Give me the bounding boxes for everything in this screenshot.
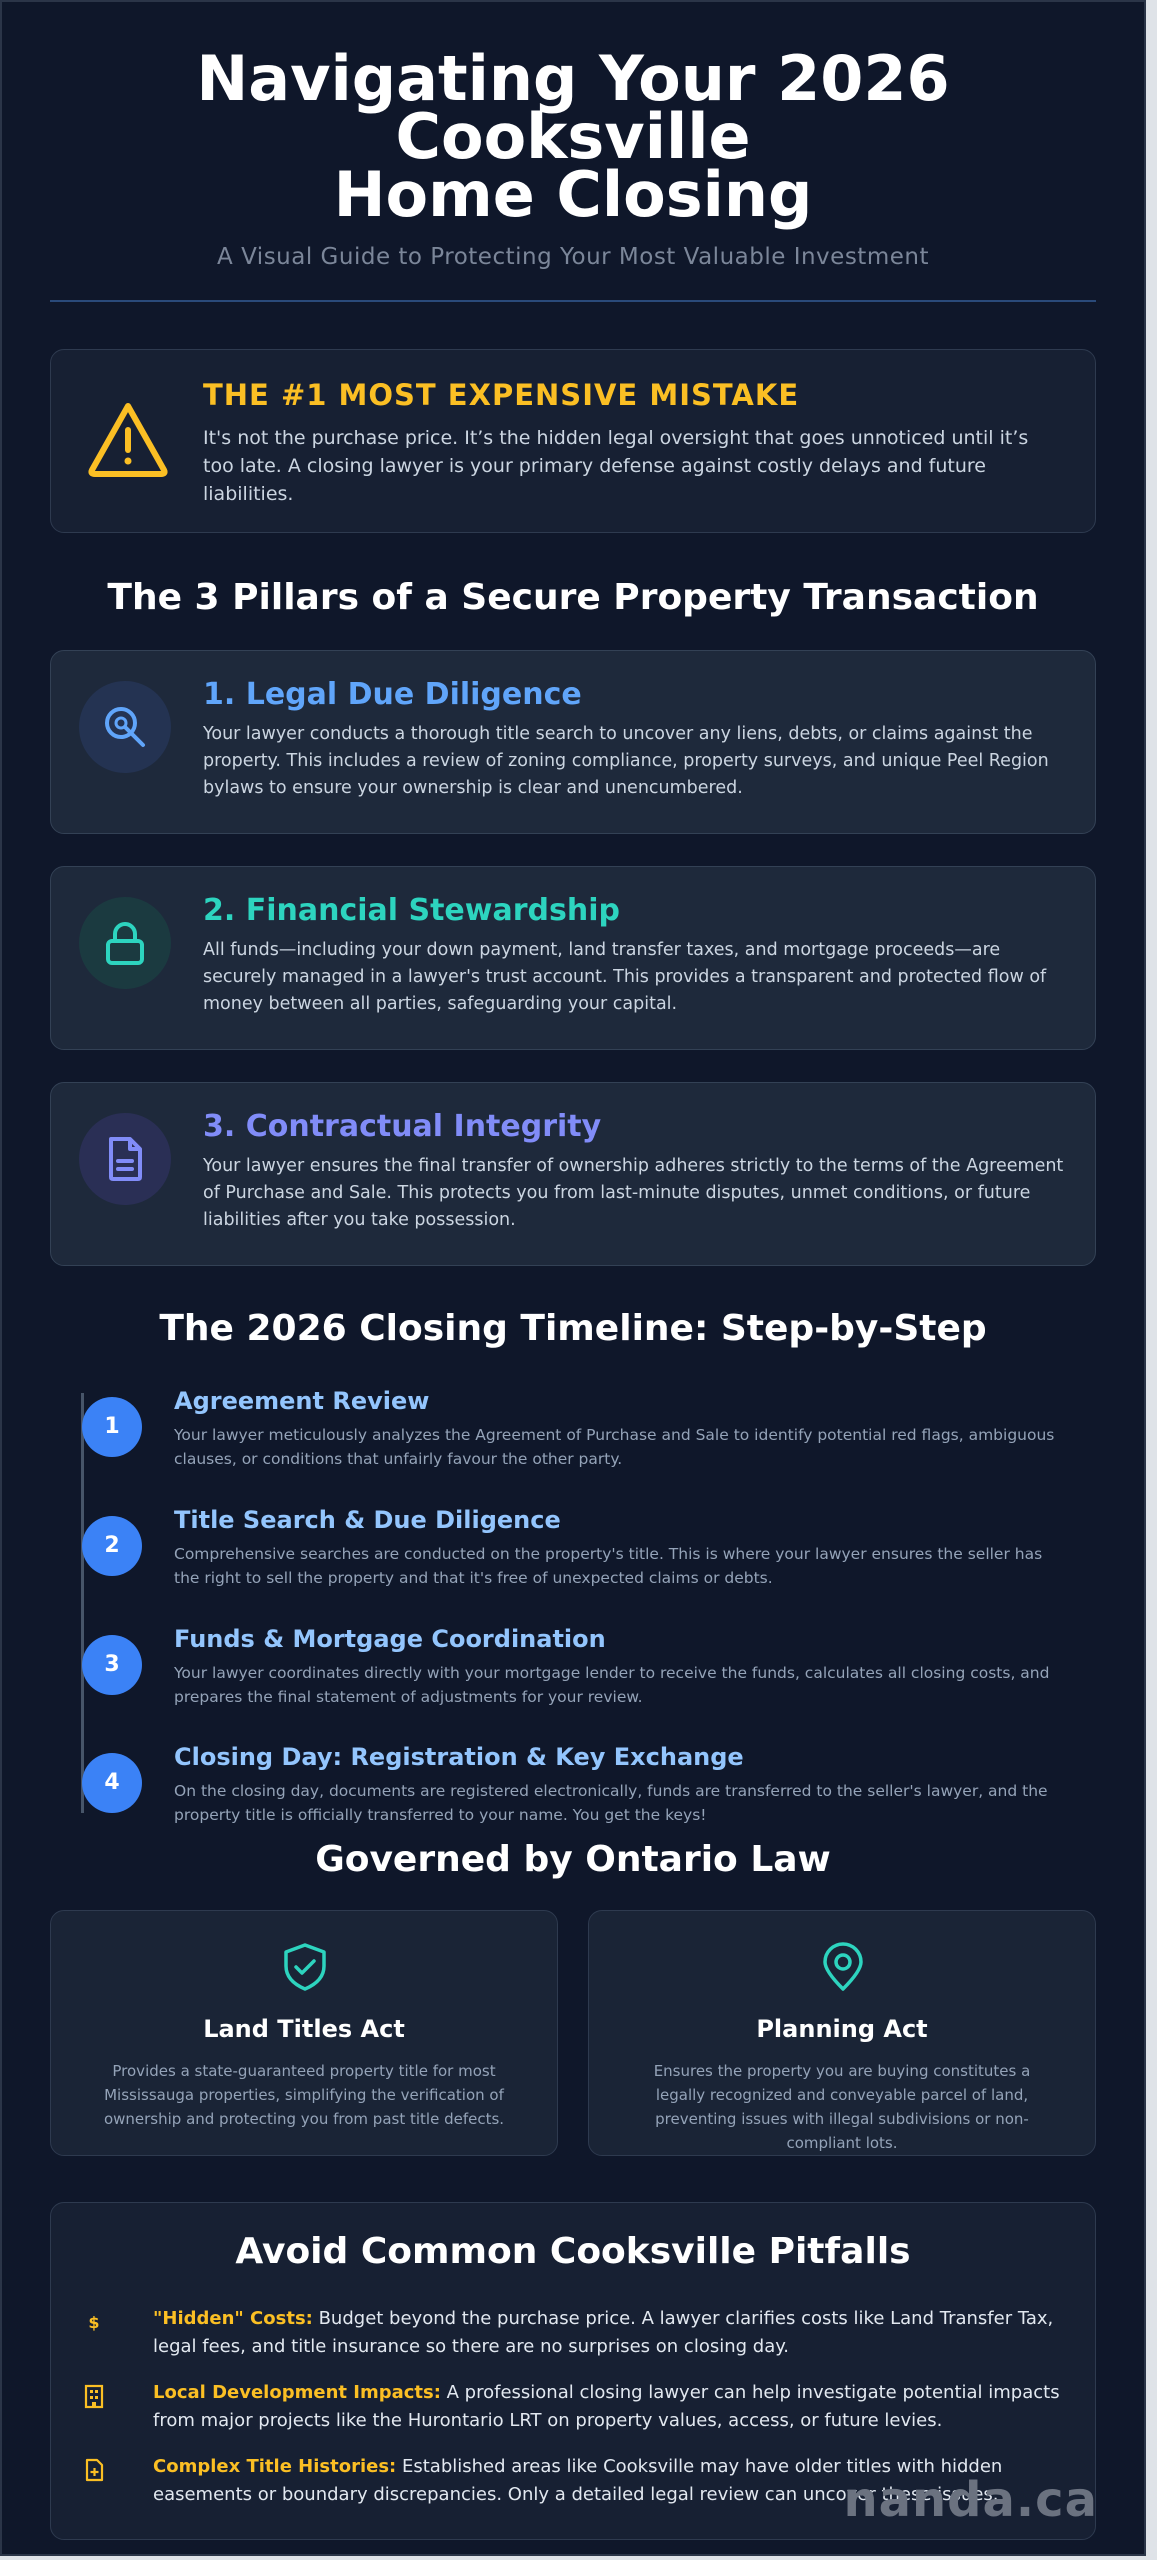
pillar-title: 2. Financial Stewardship bbox=[203, 893, 620, 928]
timeline-line bbox=[81, 1393, 84, 1813]
pillar-text: Your lawyer ensures the final transfer of ownership adheres strictly to the terms of the Agreement of Purchase and Sale. This protects you from last-minute disputes, unmet conditions, or future liabilities after you take possession. bbox=[203, 1156, 1064, 1230]
step-title: Funds & Mortgage Coordination bbox=[174, 1625, 606, 1653]
shield-check-icon bbox=[279, 1941, 331, 1993]
pillar-icon-circle bbox=[79, 1113, 171, 1205]
page-subtitle: A Visual Guide to Protecting Your Most Valuable Investment bbox=[217, 244, 929, 270]
pillar-text: All funds—including your down payment, land transfer taxes, and mortgage proceeds—are securely managed in a lawyer's trust account. This provides a transparent and protected flow of money between all parties, safeguarding your capital. bbox=[203, 940, 1047, 1014]
document-icon bbox=[101, 1135, 149, 1183]
step-text: Your lawyer meticulously analyzes the Agreement of Purchase and Sale to identify potential red flags, ambiguous clauses, or conditions that unfairly favour the other party. bbox=[174, 1426, 1055, 1468]
step-text: Comprehensive searches are conducted on the property's title. This is where your lawyer ensures the seller has the right to sell the property and that it's free of unexpected claims or debts. bbox=[174, 1545, 1043, 1587]
pitfall-body: Budget beyond the purchase price. A lawyer clarifies costs like Land Transfer Tax, legal fees, and title insurance so there are no surprises on closing day. bbox=[153, 2308, 1054, 2357]
step-title: Title Search & Due Diligence bbox=[174, 1506, 561, 1534]
law-card-land-titles bbox=[50, 1910, 558, 2156]
mistake-callout bbox=[50, 349, 1096, 533]
pitfall-body: A professional closing lawyer can help investigate potential impacts from major projects like the Hurontario LRT on property values, access, or future levies. bbox=[153, 2382, 1060, 2431]
pitfall-body: Established areas like Cooksville may have older titles with hidden easements or boundary discrepancies. Only a detailed legal review can uncover these issues. bbox=[153, 2456, 1003, 2505]
building-icon bbox=[81, 2383, 107, 2409]
law-title: Planning Act bbox=[756, 2015, 928, 2043]
dollar-icon bbox=[81, 2309, 107, 2335]
pillar-title: 1. Legal Due Diligence bbox=[203, 677, 582, 712]
header-divider bbox=[50, 300, 1096, 302]
pitfall-text bbox=[153, 2305, 1065, 2361]
pitfall-text bbox=[153, 2379, 1065, 2435]
pitfall-label: "Hidden" Costs: bbox=[153, 2308, 313, 2329]
step-number-badge: 3 bbox=[82, 1635, 142, 1695]
pillar-icon-circle bbox=[79, 897, 171, 989]
mistake-text: It's not the purchase price. It’s the hidden legal oversight that goes unnoticed until it’s too late. A closing lawyer is your primary defense against costly delays and future liabilities. bbox=[203, 427, 1029, 505]
pillar-card-financial bbox=[50, 866, 1096, 1050]
law-cards bbox=[50, 1910, 1096, 2156]
law-text: Provides a state-guaranteed property title for most Mississauga properties, simplifying the verification of ownership and protecting you from past title defects. bbox=[103, 2062, 505, 2128]
pillar-title: 3. Contractual Integrity bbox=[203, 1109, 602, 1144]
law-card-planning bbox=[588, 1910, 1096, 2156]
pillar-icon-circle bbox=[79, 681, 171, 773]
law-text: Ensures the property you are buying constitutes a legally recognized and conveyable parcel of land, preventing issues with illegal subdivisions or non-compliant lots. bbox=[653, 2062, 1031, 2152]
step-number-badge: 1 bbox=[82, 1397, 142, 1457]
magnifier-icon bbox=[101, 703, 149, 751]
step-title: Closing Day: Registration & Key Exchange bbox=[174, 1743, 744, 1771]
law-heading: Governed by Ontario Law bbox=[315, 1839, 831, 1880]
file-plus-icon bbox=[81, 2457, 107, 2483]
closing-timeline bbox=[50, 1387, 1096, 1824]
step-number-badge: 4 bbox=[82, 1753, 142, 1813]
pitfall-label: Complex Title Histories: bbox=[153, 2456, 397, 2477]
step-title: Agreement Review bbox=[174, 1387, 430, 1415]
timeline-heading: The 2026 Closing Timeline: Step-by-Step bbox=[159, 1308, 987, 1349]
pitfall-label: Local Development Impacts: bbox=[153, 2382, 441, 2403]
svg-text:$: $ bbox=[88, 2313, 100, 2332]
step-text: Your lawyer coordinates directly with your mortgage lender to receive the funds, calculates all closing costs, and prepares the final statement of adjustments for your review. bbox=[174, 1664, 1050, 1706]
page-title bbox=[50, 42, 1096, 231]
pillar-text: Your lawyer conducts a thorough title search to uncover any liens, debts, or claims against the property. This includes a review of zoning compliance, property surveys, and unique Peel Region bylaws to ensure your ownership is clear and unencumbered. bbox=[203, 724, 1049, 798]
watermark-logo: nanda.ca bbox=[843, 2472, 1098, 2528]
pillar-card-legal bbox=[50, 650, 1096, 834]
pillars-heading: The 3 Pillars of a Secure Property Transaction bbox=[107, 577, 1039, 618]
pitfalls-heading: Avoid Common Cooksville Pitfalls bbox=[235, 2231, 911, 2272]
map-pin-icon bbox=[817, 1941, 869, 1993]
title-line-2: Home Closing bbox=[333, 158, 813, 231]
law-title: Land Titles Act bbox=[203, 2015, 405, 2043]
pillar-card-contractual bbox=[50, 1082, 1096, 1266]
lock-icon bbox=[101, 919, 149, 967]
step-number-badge: 2 bbox=[82, 1516, 142, 1576]
warning-icon bbox=[87, 400, 169, 478]
step-text: On the closing day, documents are registered electronically, funds are transferred to the seller's lawyer, and the property title is officially transferred to your name. You get the keys! bbox=[174, 1782, 1048, 1824]
mistake-heading: THE #1 MOST EXPENSIVE MISTAKE bbox=[203, 378, 800, 412]
title-line-1: Navigating Your 2026 Cooksville bbox=[196, 42, 950, 173]
